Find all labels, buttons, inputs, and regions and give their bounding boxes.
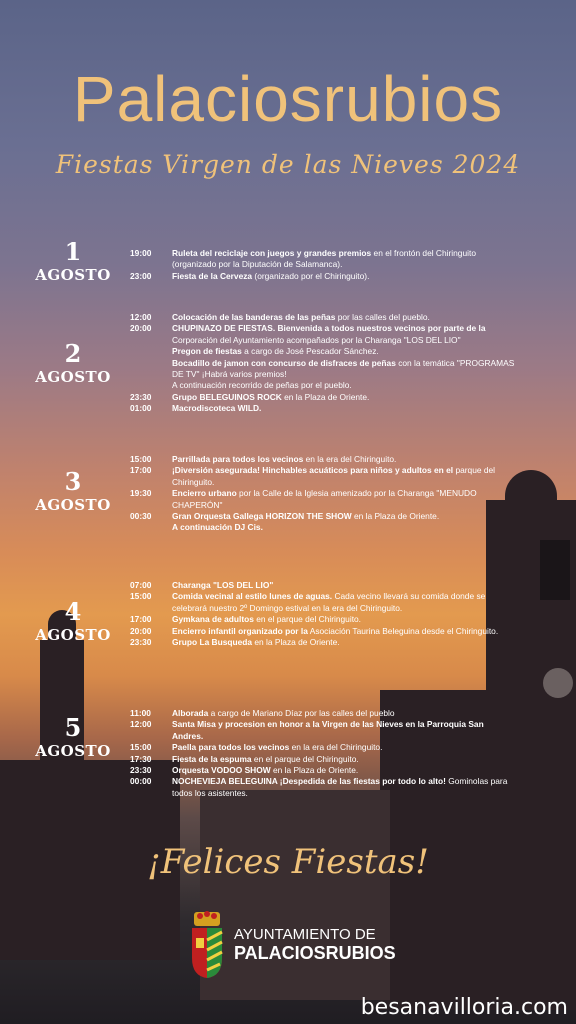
event-item: [130, 591, 516, 614]
event-highlight: NOCHEVIEJA BELEGUINA ¡Despedida de las fiestas por todo lo alto!: [172, 776, 446, 787]
day-month: AGOSTO: [35, 742, 111, 760]
event-item: [130, 776, 516, 799]
day-number: 3: [64, 467, 82, 496]
event-time: 17:00: [130, 465, 152, 476]
event-text: en el frontón del Chiringuito (organizado por la Diputación de Salamanca).: [172, 248, 476, 270]
event-time: 00:00: [130, 776, 152, 787]
day-number: 5: [64, 713, 82, 742]
event-text: en la Plaza de Oriente.: [351, 511, 440, 522]
day-1-label: [28, 238, 118, 284]
page-title: Palaciosrubios: [72, 63, 504, 135]
event-time: 11:00: [130, 708, 151, 718]
event-text: en la Plaza de Oriente.: [252, 637, 340, 648]
event-item: [130, 380, 516, 391]
event-text: por las calles del pueblo.: [335, 312, 430, 322]
event-time: 23:00: [130, 270, 152, 281]
event-time: [130, 346, 172, 357]
event-text: a cargo de Mariano Díaz por las calles del pueblo: [208, 708, 395, 718]
event-highlight: Grupo La Busqueda: [172, 637, 253, 648]
event-text: en el parque del Chiringuito.: [251, 753, 359, 764]
event-text: Cada vecino llevará su comida donde se celebrará nuestro 2º Domingo estival en la era del Chiringuito.: [172, 591, 486, 613]
event-item: [130, 248, 516, 271]
event-highlight: Gymkana de adultos: [172, 614, 254, 625]
event-highlight: Pregon de fiestas: [172, 346, 242, 357]
event-time: 00:30: [130, 511, 152, 522]
event-highlight: Orquesta VODOO SHOW: [172, 765, 271, 776]
event-highlight: A continuación DJ Cis.: [172, 522, 263, 533]
event-item: [130, 719, 516, 742]
event-time: 20:00: [130, 323, 152, 334]
event-time: 20:00: [130, 625, 152, 636]
coat-of-arms-icon: [188, 910, 226, 980]
event-text: por la Calle de la Iglesia amenizado por la Charanga "MENUDO CHAPERÓN": [172, 488, 477, 510]
event-highlight: Fiesta de la espuma: [172, 753, 252, 764]
event-text: en el parque del Chiringuito.: [253, 614, 362, 625]
day-3-events: [130, 454, 516, 534]
event-time: 23:30: [130, 765, 152, 776]
event-text: (organizado por el Chiringuito).: [252, 270, 370, 281]
event-item: [130, 754, 516, 765]
event-time: 15:00: [130, 454, 152, 464]
event-time: 15:00: [130, 591, 152, 602]
event-item: [130, 392, 516, 403]
event-text: A continuación recorrido de peñas por el pueblo.: [172, 380, 352, 391]
day-number: 4: [64, 597, 82, 626]
day-number: 2: [64, 339, 82, 368]
ayuntamiento-logo: [188, 910, 396, 980]
event-time: [130, 358, 172, 381]
watermark: besanavilloria.com: [360, 995, 568, 1020]
event-time: 23:30: [130, 391, 152, 402]
event-time: 12:00: [130, 719, 152, 730]
event-highlight: Macrodiscoteca WILD.: [172, 403, 262, 414]
event-text: Gominolas para todos los asistentes.: [172, 776, 508, 798]
event-item: [130, 323, 516, 346]
event-time: 23:30: [130, 637, 152, 648]
event-item: [130, 637, 516, 648]
event-item: [130, 742, 516, 753]
event-highlight: Fiesta de la Cerveza: [172, 270, 253, 281]
event-item: [130, 580, 516, 591]
event-item: [130, 765, 516, 776]
event-text: en la Plaza de Oriente.: [281, 391, 370, 402]
event-highlight: Comida vecinal al estilo lunes de aguas.: [172, 591, 333, 602]
event-item: [130, 626, 516, 637]
event-time: 01:00: [130, 403, 152, 414]
event-time: 12:00: [130, 312, 152, 322]
event-item: [130, 312, 516, 323]
day-3-label: [28, 468, 118, 514]
event-highlight: CHUPINAZO DE FIESTAS. Bienvenida a todos nuestros vecinos por parte de la: [172, 323, 486, 334]
event-item: [130, 465, 516, 488]
event-text: en la Plaza de Oriente.: [270, 765, 359, 776]
town-name-label: PALACIOSRUBIOS: [234, 943, 396, 963]
event-highlight: Paella para todos los vecinos: [172, 742, 290, 753]
event-highlight: Santa Misa y procesion en honor a la Virgen de las Nieves en la Parroquia San Andres.: [172, 719, 484, 741]
event-item: [130, 708, 516, 719]
event-item: [130, 522, 516, 533]
event-time: 17:30: [130, 753, 152, 764]
event-text: Corporación del Ayuntamiento acompañados por la Charanga "LOS DEL LIO": [172, 334, 461, 345]
event-item: [130, 488, 516, 511]
event-highlight: Charanga "LOS DEL LIO": [172, 580, 274, 590]
event-time: 15:00: [130, 742, 152, 753]
event-text: Asociación Taurina Beleguina desde el Chiringuito.: [307, 625, 499, 636]
event-highlight: Encierro infantil organizado por la: [172, 625, 308, 636]
event-item: [130, 346, 516, 357]
event-text: en la era del Chiringuito.: [303, 454, 397, 464]
day-5-events: [130, 708, 516, 799]
page-subtitle: Fiestas Virgen de las Nieves 2024: [55, 150, 521, 179]
closing-greeting: ¡Felices Fiestas!: [147, 842, 429, 882]
event-text: en la era del Chiringuito.: [289, 742, 383, 753]
event-highlight: Grupo BELEGUINOS ROCK: [172, 391, 282, 402]
day-4-label: [28, 598, 118, 644]
event-item: [130, 271, 516, 282]
event-item: [130, 358, 516, 381]
event-text: con la temática "PROGRAMAS DE TV" ¡Habrá varios premios!: [172, 357, 515, 380]
day-number: 1: [64, 237, 82, 266]
day-month: AGOSTO: [35, 368, 111, 386]
day-2-events: [130, 312, 516, 415]
event-text: a cargo de José Pescador Sánchez.: [241, 346, 379, 357]
day-2-label: [28, 340, 118, 386]
event-time: 19:00: [130, 248, 152, 258]
event-item: [130, 614, 516, 625]
day-month: AGOSTO: [35, 496, 111, 514]
day-5-label: [28, 714, 118, 760]
event-time: 19:30: [130, 488, 152, 499]
event-highlight: Parrillada para todos los vecinos: [172, 454, 304, 464]
event-item: [130, 403, 516, 414]
day-4-events: [130, 580, 516, 648]
event-time: 17:00: [130, 614, 152, 625]
event-highlight: Colocación de las banderas de las peñas: [172, 312, 336, 322]
ayuntamiento-label: AYUNTAMIENTO DE: [234, 926, 376, 943]
event-item: [130, 454, 516, 465]
event-highlight: Alborada: [172, 708, 209, 718]
day-month: AGOSTO: [35, 266, 111, 284]
event-highlight: Encierro urbano: [172, 488, 237, 499]
event-highlight: ¡Diversión asegurada! Hinchables acuáticos para niños y adultos en el: [172, 465, 454, 476]
event-time: [130, 522, 172, 533]
day-1-events: [130, 248, 516, 282]
event-time: [130, 380, 172, 391]
event-time: 07:00: [130, 580, 152, 590]
day-month: AGOSTO: [35, 626, 111, 644]
event-highlight: Ruleta del reciclaje con juegos y grandes premios: [172, 248, 372, 258]
event-text: parque del Chiringuito.: [172, 465, 496, 487]
event-item: [130, 511, 516, 522]
event-highlight: Bocadillo de jamon con concurso de disfraces de peñas: [172, 357, 396, 368]
event-highlight: Gran Orquesta Gallega HORIZON THE SHOW: [172, 511, 352, 522]
